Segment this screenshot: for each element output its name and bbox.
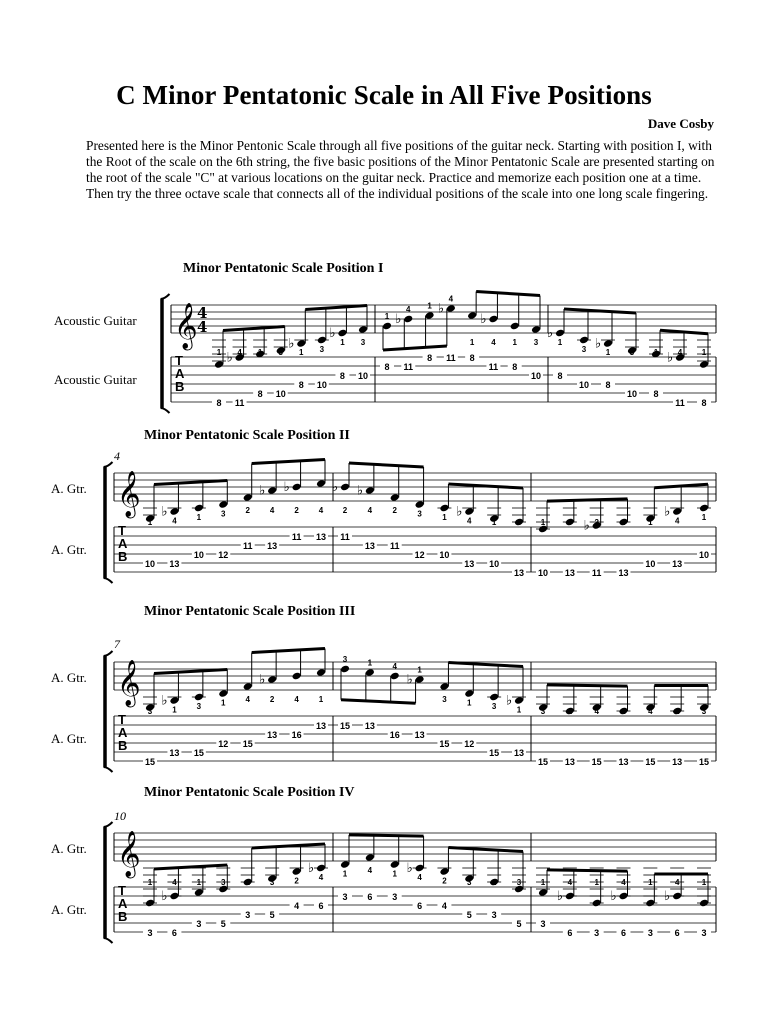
tab-fret-number: 3 — [540, 919, 546, 929]
tab-fret-number: 13 — [364, 541, 375, 551]
tab-fret-number: 3 — [701, 928, 707, 938]
tab-fret-number: 11 — [591, 568, 602, 578]
flat-icon: ♭ — [259, 483, 266, 499]
tab-fret-number: 10 — [316, 380, 327, 390]
note-beam — [252, 844, 325, 848]
staff-instrument-label: A. Gtr. — [51, 841, 87, 856]
finger-number: 4 — [392, 662, 397, 671]
finger-number: 1 — [674, 707, 680, 716]
note-beam — [383, 346, 447, 350]
measure-number: 4 — [114, 449, 120, 463]
note-beam — [154, 670, 227, 674]
finger-number: 1 — [384, 312, 390, 321]
note-beam — [476, 292, 540, 296]
note-beam — [154, 865, 227, 869]
finger-number: 1 — [467, 698, 472, 708]
tab-fret-number: 10 — [626, 389, 638, 399]
finger-number: 1 — [516, 705, 522, 715]
tab-fret-number: 13 — [315, 532, 327, 542]
tab-fret-number: 8 — [469, 353, 475, 363]
tab-fret-number: 10 — [537, 568, 549, 578]
tab-fret-number: 6 — [674, 928, 680, 938]
finger-number: 1 — [469, 338, 475, 347]
flat-icon: ♭ — [308, 861, 315, 876]
tab-fret-number: 8 — [701, 398, 707, 408]
tab-clef-letter: A — [118, 725, 128, 740]
tab-fret-number: 13 — [267, 541, 278, 551]
finger-number: 3 — [319, 345, 325, 354]
tab-fret-number: 13 — [169, 559, 180, 569]
tab-fret-number: 8 — [653, 389, 659, 399]
tab-clef-letter: A — [118, 536, 128, 551]
flat-icon: ♭ — [226, 350, 233, 366]
note-beam — [547, 870, 628, 871]
finger-number: 3 — [533, 338, 539, 347]
finger-number: 4 — [318, 873, 324, 882]
finger-number: 4 — [245, 695, 250, 704]
bracket-bottom-hook — [104, 938, 113, 943]
finger-number: 1 — [701, 878, 707, 887]
finger-number: 3 — [196, 702, 202, 711]
finger-number: 1 — [196, 878, 202, 887]
tab-fret-number: 13 — [414, 730, 425, 740]
finger-number: 1 — [653, 348, 659, 357]
score-system-4 — [51, 785, 716, 943]
tab-fret-number: 8 — [384, 362, 390, 372]
finger-number: 4 — [516, 518, 522, 527]
tab-fret-number: 13 — [267, 730, 278, 740]
tab-fret-number: 5 — [269, 910, 275, 920]
finger-number: 3 — [417, 509, 422, 519]
finger-number: 1 — [701, 348, 707, 357]
finger-number: 1 — [245, 878, 250, 887]
flat-icon: ♭ — [329, 326, 336, 341]
finger-number: 3 — [701, 707, 707, 716]
finger-number: 1 — [340, 338, 345, 347]
finger-number: 3 — [442, 695, 447, 704]
tab-fret-number: 12 — [218, 550, 229, 560]
flat-icon: ♭ — [610, 889, 617, 904]
flat-icon: ♭ — [395, 312, 402, 327]
tab-fret-number: 8 — [339, 371, 345, 381]
tab-instrument-label: A. Gtr. — [51, 542, 87, 557]
tab-instrument-label: A. Gtr. — [51, 731, 87, 746]
tab-fret-number: 13 — [513, 568, 525, 578]
tab-fret-number: 10 — [530, 371, 542, 381]
note-beam — [223, 327, 285, 331]
finger-number: 1 — [648, 518, 653, 527]
note-beam — [252, 460, 325, 464]
tab-fret-number: 11 — [446, 353, 456, 363]
tab-fret-number: 13 — [315, 721, 327, 731]
tab-fret-number: 16 — [291, 730, 302, 740]
flat-icon: ♭ — [161, 693, 168, 709]
finger-number: 4 — [172, 516, 177, 526]
finger-number: 2 — [269, 695, 275, 704]
tab-fret-number: 4 — [294, 901, 300, 911]
tab-fret-number: 5 — [466, 910, 472, 920]
finger-number: 3 — [540, 707, 546, 716]
treble-clef-icon: 𝄞 — [174, 303, 198, 349]
finger-number: 4 — [621, 878, 626, 887]
flat-icon: ♭ — [406, 861, 413, 876]
finger-number: 3 — [278, 348, 283, 357]
flat-icon: ♭ — [664, 889, 671, 904]
finger-number: 1 — [491, 518, 497, 527]
tab-fret-number: 12 — [464, 739, 475, 749]
staff-instrument-label: Acoustic Guitar — [54, 313, 137, 328]
page-title: C Minor Pentatonic Scale in All Five Positions — [116, 80, 652, 110]
flat-icon: ♭ — [547, 326, 554, 341]
tab-fret-number: 6 — [367, 892, 373, 902]
flat-icon: ♭ — [356, 483, 363, 499]
finger-number: 3 — [147, 707, 153, 716]
flat-icon: ♭ — [437, 301, 444, 317]
finger-number: 1 — [540, 878, 546, 887]
tab-fret-number: 15 — [645, 757, 656, 767]
tab-fret-number: 3 — [647, 928, 653, 938]
author-name: Dave Cosby — [647, 116, 714, 131]
finger-number: 1 — [442, 513, 447, 522]
finger-number: 1 — [172, 705, 177, 715]
finger-number: 3 — [516, 878, 522, 887]
finger-number: 4 — [237, 348, 242, 357]
finger-number: 4 — [621, 518, 626, 527]
finger-number: 2 — [294, 506, 299, 515]
tab-fret-number: 15 — [537, 757, 549, 767]
finger-number: 1 — [512, 338, 517, 347]
finger-number: 2 — [442, 876, 447, 886]
tab-clef-letter: T — [118, 712, 126, 727]
finger-number: 2 — [594, 518, 599, 527]
tab-fret-number: 11 — [234, 398, 245, 408]
finger-number: 4 — [318, 506, 324, 515]
tab-fret-number: 6 — [567, 928, 573, 938]
tab-fret-number: 13 — [564, 568, 575, 578]
tab-clef-letter: B — [175, 379, 185, 394]
tab-fret-number: 13 — [169, 748, 180, 758]
finger-number: 3 — [221, 878, 226, 887]
tab-fret-number: 13 — [564, 757, 575, 767]
tab-fret-number: 13 — [618, 757, 629, 767]
finger-number: 1 — [417, 665, 422, 675]
score-system-3 — [51, 604, 716, 772]
finger-number: 3 — [269, 878, 275, 887]
tab-instrument-label: Acoustic Guitar — [54, 372, 137, 387]
finger-number: 2 — [392, 506, 397, 515]
finger-number: 3 — [467, 878, 472, 887]
tab-fret-number: 15 — [698, 757, 710, 767]
tab-fret-number: 12 — [218, 739, 229, 749]
measure-number: 7 — [114, 637, 120, 651]
tab-fret-number: 11 — [675, 398, 685, 408]
tab-fret-number: 11 — [389, 541, 400, 551]
finger-number: 1 — [540, 518, 546, 527]
finger-number: 3 — [221, 509, 226, 519]
finger-number: 2 — [621, 707, 626, 716]
finger-number: 1 — [216, 348, 222, 357]
flat-icon: ♭ — [506, 693, 513, 709]
finger-number: 4 — [417, 873, 422, 882]
tab-fret-number: 15 — [339, 721, 351, 731]
finger-number: 4 — [294, 695, 299, 704]
tab-clef-letter: B — [118, 738, 128, 753]
tab-fret-number: 8 — [257, 389, 263, 399]
finger-number: 3 — [567, 518, 573, 527]
staff-instrument-label: A. Gtr. — [51, 481, 87, 496]
tab-fret-number: 16 — [389, 730, 400, 740]
finger-number: 4 — [674, 516, 680, 526]
tab-fret-number: 13 — [364, 721, 375, 731]
tab-clef-letter: B — [118, 549, 128, 564]
flat-icon: ♭ — [583, 518, 590, 534]
tab-fret-number: 11 — [340, 532, 350, 542]
bracket-bottom-hook — [104, 767, 113, 772]
note-beam — [448, 848, 523, 852]
treble-clef-icon: 𝄞 — [117, 471, 141, 517]
finger-number: 1 — [605, 348, 611, 357]
finger-number: 4 — [491, 338, 496, 347]
bracket-top-hook — [161, 294, 170, 299]
note-beam — [349, 463, 424, 467]
flat-icon: ♭ — [595, 336, 602, 352]
tab-fret-number: 10 — [489, 559, 500, 569]
tab-fret-number: 8 — [216, 398, 222, 408]
finger-number: 1 — [318, 695, 324, 704]
tab-fret-number: 6 — [318, 901, 324, 911]
tab-fret-number: 11 — [488, 362, 499, 372]
tab-fret-number: 4 — [441, 901, 447, 911]
finger-number: 1 — [392, 869, 397, 879]
finger-number: 4 — [594, 707, 599, 716]
tab-fret-number: 3 — [392, 892, 398, 902]
finger-number: 4 — [674, 878, 680, 887]
note-beam — [448, 663, 523, 667]
tab-fret-number: 10 — [275, 389, 286, 399]
finger-number: 4 — [367, 506, 373, 515]
tab-fret-number: 8 — [512, 362, 518, 372]
finger-number: 1 — [299, 348, 304, 357]
flat-icon: ♭ — [161, 889, 168, 904]
tab-fret-number: 13 — [513, 748, 525, 758]
staff-instrument-label: A. Gtr. — [51, 670, 87, 685]
flat-icon: ♭ — [332, 480, 339, 495]
finger-number: 4 — [172, 878, 177, 887]
finger-number: 2 — [342, 506, 348, 515]
tab-clef-letter: T — [175, 353, 183, 368]
tab-fret-number: 10 — [578, 380, 590, 390]
tab-fret-number: 6 — [417, 901, 423, 911]
tab-fret-number: 3 — [196, 919, 202, 929]
time-signature-bottom: 4 — [197, 318, 208, 336]
flat-icon: ♭ — [667, 350, 674, 366]
tab-fret-number: 10 — [193, 550, 204, 560]
score-system-2 — [51, 428, 716, 583]
tab-clef-letter: A — [118, 896, 128, 911]
finger-number: 3 — [581, 345, 587, 354]
tab-fret-number: 3 — [245, 910, 251, 920]
finger-number: 1 — [257, 348, 263, 357]
tab-fret-number: 10 — [645, 559, 656, 569]
treble-clef-icon: 𝄞 — [117, 660, 141, 706]
finger-number: 4 — [648, 707, 653, 716]
finger-number: 4 — [269, 506, 275, 515]
bracket-top-hook — [104, 462, 113, 467]
note-beam — [341, 700, 416, 704]
tab-fret-number: 8 — [605, 380, 611, 390]
system-heading: Minor Pentatonic Scale Position II — [144, 428, 350, 443]
finger-number: 1 — [567, 707, 573, 716]
tab-fret-number: 13 — [672, 757, 683, 767]
tab-clef-letter: A — [175, 366, 185, 381]
finger-number: 1 — [342, 869, 348, 879]
tab-instrument-label: A. Gtr. — [51, 902, 87, 917]
tab-fret-number: 5 — [516, 919, 522, 929]
bracket-top-hook — [104, 651, 113, 656]
finger-number: 4 — [406, 305, 411, 314]
bracket-bottom-hook — [104, 578, 113, 583]
finger-number: 1 — [491, 878, 497, 887]
finger-number: 4 — [677, 348, 683, 357]
flat-icon: ♭ — [456, 504, 463, 520]
tab-fret-number: 10 — [357, 371, 369, 381]
flat-icon: ♭ — [480, 312, 487, 327]
tab-fret-number: 12 — [414, 550, 425, 560]
note-beam — [252, 649, 325, 653]
bracket-bottom-hook — [161, 408, 170, 413]
intro-paragraph: Presented here is the Minor Pentonic Scale through all five positions of the guitar neck. Starting with position I, with the Root of the scale on the 6th string, the five basic positions of the Minor Pentatonic Scale are presented starting on the root of the scale "C" at various locations on the guitar neck. Practice and memorize each position one at a time. Then try the three octave scale that connects all of the individual positions of the scale into one long scale fingering. — [86, 138, 715, 201]
measure-number: 10 — [114, 809, 126, 823]
tab-clef-letter: T — [118, 883, 126, 898]
finger-number: 1 — [367, 658, 373, 668]
tab-fret-number: 10 — [144, 559, 156, 569]
finger-number: 1 — [147, 518, 153, 527]
tab-fret-number: 15 — [591, 757, 602, 767]
finger-number: 3 — [491, 702, 497, 711]
tab-clef-letter: T — [118, 523, 126, 538]
finger-number: 1 — [557, 338, 563, 347]
time-signature-top: 4 — [197, 304, 208, 322]
finger-number: 1 — [594, 878, 599, 887]
tab-fret-number: 15 — [489, 748, 500, 758]
finger-number: 3 — [629, 348, 635, 357]
tab-fret-number: 3 — [594, 928, 600, 938]
tab-fret-number: 13 — [672, 559, 683, 569]
finger-number: 4 — [448, 294, 454, 304]
finger-number: 2 — [294, 876, 299, 886]
tab-fret-number: 6 — [171, 928, 177, 938]
flat-icon: ♭ — [406, 672, 413, 688]
finger-number: 4 — [367, 866, 373, 875]
tab-fret-number: 13 — [464, 559, 475, 569]
tab-fret-number: 11 — [291, 532, 302, 542]
flat-icon: ♭ — [664, 504, 671, 520]
bracket-top-hook — [104, 822, 113, 827]
tab-fret-number: 5 — [220, 919, 226, 929]
tab-fret-number: 15 — [144, 757, 156, 767]
finger-number: 2 — [245, 506, 250, 515]
note-beam — [305, 306, 367, 310]
system-heading: Minor Pentatonic Scale Position III — [144, 604, 356, 619]
note-beam — [154, 481, 227, 485]
tab-fret-number: 15 — [439, 739, 450, 749]
tab-fret-number: 11 — [242, 541, 253, 551]
tab-fret-number: 13 — [618, 568, 629, 578]
finger-number: 1 — [701, 513, 707, 522]
finger-number: 3 — [360, 338, 366, 347]
tab-fret-number: 3 — [342, 892, 348, 902]
tab-fret-number: 8 — [557, 371, 563, 381]
tab-clef-letter: B — [118, 909, 128, 924]
finger-number: 3 — [342, 655, 348, 664]
tab-fret-number: 8 — [427, 353, 433, 363]
flat-icon: ♭ — [288, 336, 295, 352]
flat-icon: ♭ — [161, 504, 168, 520]
system-heading: Minor Pentatonic Scale Position IV — [144, 785, 355, 800]
note-beam — [547, 685, 628, 686]
tab-fret-number: 8 — [298, 380, 304, 390]
tab-fret-number: 10 — [439, 550, 450, 560]
finger-number: 1 — [196, 513, 202, 522]
tab-fret-number: 10 — [698, 550, 710, 560]
score-system-1 — [54, 261, 716, 413]
finger-number: 4 — [567, 878, 573, 887]
tab-fret-number: 3 — [491, 910, 497, 920]
treble-clef-icon: 𝄞 — [117, 831, 141, 877]
system-heading: Minor Pentatonic Scale Position I — [183, 261, 384, 276]
note-beam — [349, 835, 424, 836]
tab-fret-number: 11 — [403, 362, 414, 372]
tab-fret-number: 3 — [147, 928, 153, 938]
finger-number: 1 — [648, 878, 653, 887]
flat-icon: ♭ — [556, 889, 563, 904]
finger-number: 1 — [221, 698, 226, 708]
flat-icon: ♭ — [259, 672, 266, 688]
flat-icon: ♭ — [283, 480, 290, 495]
finger-number: 1 — [427, 301, 432, 311]
finger-number: 1 — [147, 878, 153, 887]
tab-fret-number: 15 — [193, 748, 204, 758]
finger-number: 4 — [467, 516, 472, 526]
tab-fret-number: 6 — [620, 928, 627, 938]
tab-fret-number: 15 — [242, 739, 253, 749]
